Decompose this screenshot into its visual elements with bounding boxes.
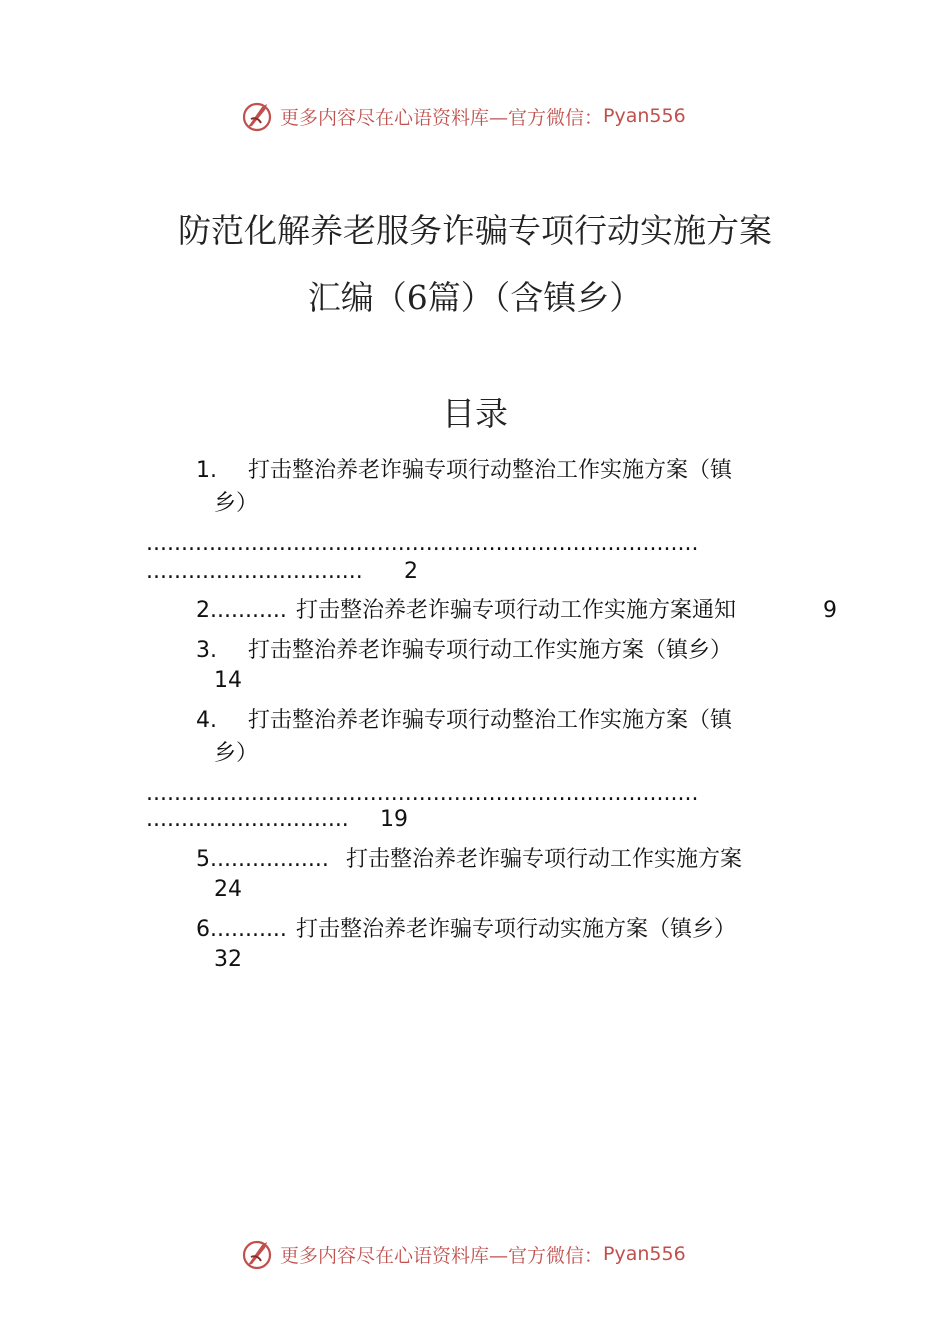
banner-wechat-handle: Pyan556 [603, 105, 686, 127]
toc-entry-6-page: 32 [214, 947, 242, 972]
toc-entry-5-title[interactable]: 打击整治养老诈骗专项行动工作实施方案 [346, 847, 743, 872]
toc-heading: 目录 [442, 394, 508, 433]
toc-entry-1-page: 2 [404, 559, 418, 584]
footer-watermark-banner [0, 1234, 950, 1274]
toc-entry-3-number: 3. [196, 638, 217, 663]
toc-entry-2-number: 2........... [196, 598, 287, 623]
document-title-line-1: 防范化解养老服务诈骗专项行动实施方案 [178, 211, 772, 250]
banner-text: 更多内容尽在心语资料库—官方微信： [280, 106, 604, 129]
toc-entry-2-page: 9 [823, 598, 837, 623]
toc-entry-6-number: 6........... [196, 917, 287, 942]
toc-entry-2-title[interactable]: 打击整治养老诈骗专项行动工作实施方案通知 [296, 598, 737, 623]
toc-entry-3-page: 14 [214, 668, 242, 693]
banner-text: 更多内容尽在心语资料库—官方微信： [280, 1244, 604, 1267]
toc-entry-3-title[interactable]: 打击整治养老诈骗专项行动工作实施方案（镇乡） [248, 638, 733, 663]
toc-entry-4-leader-cont: ............................. [146, 807, 349, 832]
toc-entry-1-number: 1. [196, 458, 217, 483]
toc-entry-4-title[interactable]: 打击整治养老诈骗专项行动整治工作实施方案（镇 [248, 708, 733, 733]
document-title-line-2: 汇编（6篇）（含镇乡） [307, 278, 643, 317]
toc-entry-1-leader: ............................................................................... [146, 531, 699, 556]
toc-entry-5-number: 5................. [196, 847, 329, 872]
toc-entry-4-number: 4. [196, 708, 217, 733]
header-watermark-banner [0, 96, 950, 136]
banner-wechat-handle: Pyan556 [603, 1243, 686, 1265]
toc-entry-1-title[interactable]: 打击整治养老诈骗专项行动整治工作实施方案（镇 [248, 458, 733, 483]
toc-entry-4-leader: ............................................................................... [146, 781, 699, 806]
toc-entry-4-title-cont[interactable]: 乡） [214, 741, 259, 766]
toc-entry-4-page: 19 [380, 807, 408, 832]
toc-entry-6-title[interactable]: 打击整治养老诈骗专项行动实施方案（镇乡） [296, 917, 737, 942]
toc-entry-1-leader-cont: ............................... [146, 559, 363, 584]
quill-logo-icon [240, 99, 274, 133]
toc-entry-1-title-cont[interactable]: 乡） [214, 491, 259, 516]
toc-entry-5-page: 24 [214, 877, 242, 902]
quill-logo-icon [240, 1237, 274, 1271]
